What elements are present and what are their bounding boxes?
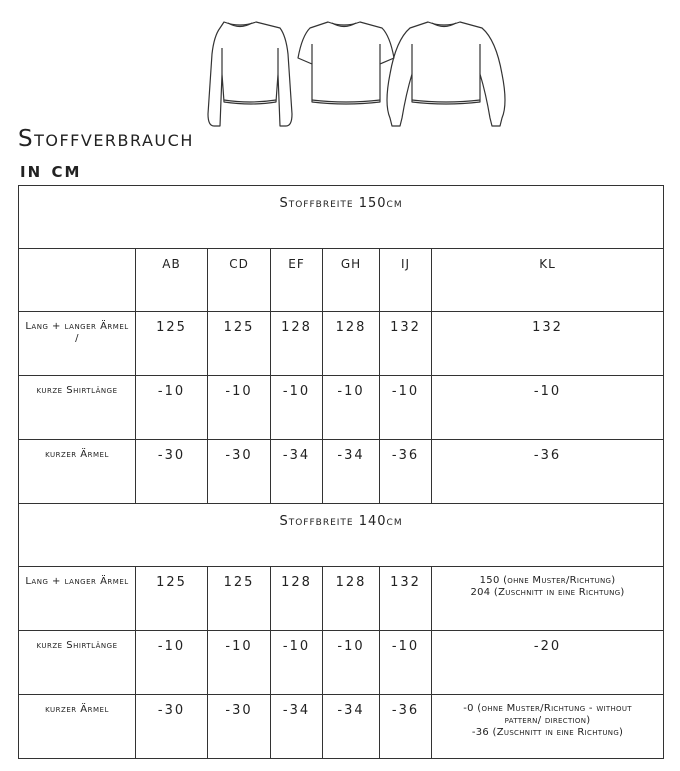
- table-cell: -10: [271, 376, 323, 440]
- note-line: pattern/ direction): [504, 715, 591, 726]
- table-cell: -34: [323, 695, 380, 759]
- table-cell: -10: [432, 376, 664, 440]
- table-cell-note: [432, 567, 664, 631]
- long-sleeve-sweater-icon: [208, 22, 292, 126]
- table-cell: -30: [136, 440, 208, 504]
- column-header-row: [19, 249, 664, 312]
- table-cell: 125: [208, 567, 271, 631]
- table-cell: -20: [432, 631, 664, 695]
- table-cell: -34: [271, 440, 323, 504]
- section-heading-150: Stoffbreite 150cm: [19, 186, 664, 249]
- page-title: Stoffverbrauch: [18, 126, 194, 152]
- page-subtitle: in cm: [20, 158, 82, 182]
- table-cell: -34: [323, 440, 380, 504]
- note-line: -0 (ohne Muster/Richtung - without: [463, 703, 632, 714]
- table-row: [19, 312, 664, 376]
- fabric-consumption-table: [18, 185, 664, 759]
- table-cell: 132: [380, 567, 432, 631]
- section-heading-140: Stoffbreite 140cm: [19, 504, 664, 567]
- garment-illustrations: [196, 14, 516, 130]
- table-cell: -10: [380, 376, 432, 440]
- table-cell: 128: [323, 312, 380, 376]
- column-header: GH: [323, 249, 380, 312]
- header-empty: [19, 249, 136, 312]
- table-cell: -10: [323, 376, 380, 440]
- column-header: KL: [432, 249, 664, 312]
- section-heading-row: [19, 186, 664, 249]
- table-cell: -36: [380, 440, 432, 504]
- table-cell: -36: [380, 695, 432, 759]
- table-cell: -30: [136, 695, 208, 759]
- table-cell: 125: [136, 567, 208, 631]
- row-label: kurze Shirtlänge: [19, 631, 136, 695]
- column-header: EF: [271, 249, 323, 312]
- table-cell: -10: [136, 376, 208, 440]
- table-cell: 132: [380, 312, 432, 376]
- table-cell: -10: [136, 631, 208, 695]
- row-label: Lang + langer Ärmel /: [19, 312, 136, 376]
- row-label: kurze Shirtlänge: [19, 376, 136, 440]
- balloon-sleeve-sweater-icon: [387, 22, 505, 126]
- note-line: 150 (ohne Muster/Richtung): [479, 575, 616, 586]
- table-row: [19, 567, 664, 631]
- row-label: kurzer Ärmel: [19, 440, 136, 504]
- column-header: IJ: [380, 249, 432, 312]
- table-cell: -10: [208, 376, 271, 440]
- row-label: kurzer Ärmel: [19, 695, 136, 759]
- table-row: [19, 440, 664, 504]
- table-cell: 125: [208, 312, 271, 376]
- column-header: CD: [208, 249, 271, 312]
- table-cell: 125: [136, 312, 208, 376]
- table-cell: 132: [432, 312, 664, 376]
- table-cell: -30: [208, 695, 271, 759]
- table-cell: 128: [271, 567, 323, 631]
- table-row: [19, 695, 664, 759]
- table-cell: 128: [271, 312, 323, 376]
- note-line: -36 (Zuschnitt in eine Richtung): [471, 727, 624, 738]
- section-heading-row: [19, 504, 664, 567]
- table-cell: 128: [323, 567, 380, 631]
- table-row: [19, 376, 664, 440]
- table-row: [19, 631, 664, 695]
- table-cell: -10: [271, 631, 323, 695]
- table-cell: -36: [432, 440, 664, 504]
- table-cell: -10: [208, 631, 271, 695]
- note-line: 204 (Zuschnitt in eine Richtung): [470, 587, 625, 598]
- table-cell: -30: [208, 440, 271, 504]
- short-sleeve-shirt-icon: [298, 22, 394, 104]
- table-cell-note: [432, 695, 664, 759]
- table-cell: -34: [271, 695, 323, 759]
- column-header: AB: [136, 249, 208, 312]
- table-cell: -10: [323, 631, 380, 695]
- table-cell: -10: [380, 631, 432, 695]
- row-label: Lang + langer Ärmel: [19, 567, 136, 631]
